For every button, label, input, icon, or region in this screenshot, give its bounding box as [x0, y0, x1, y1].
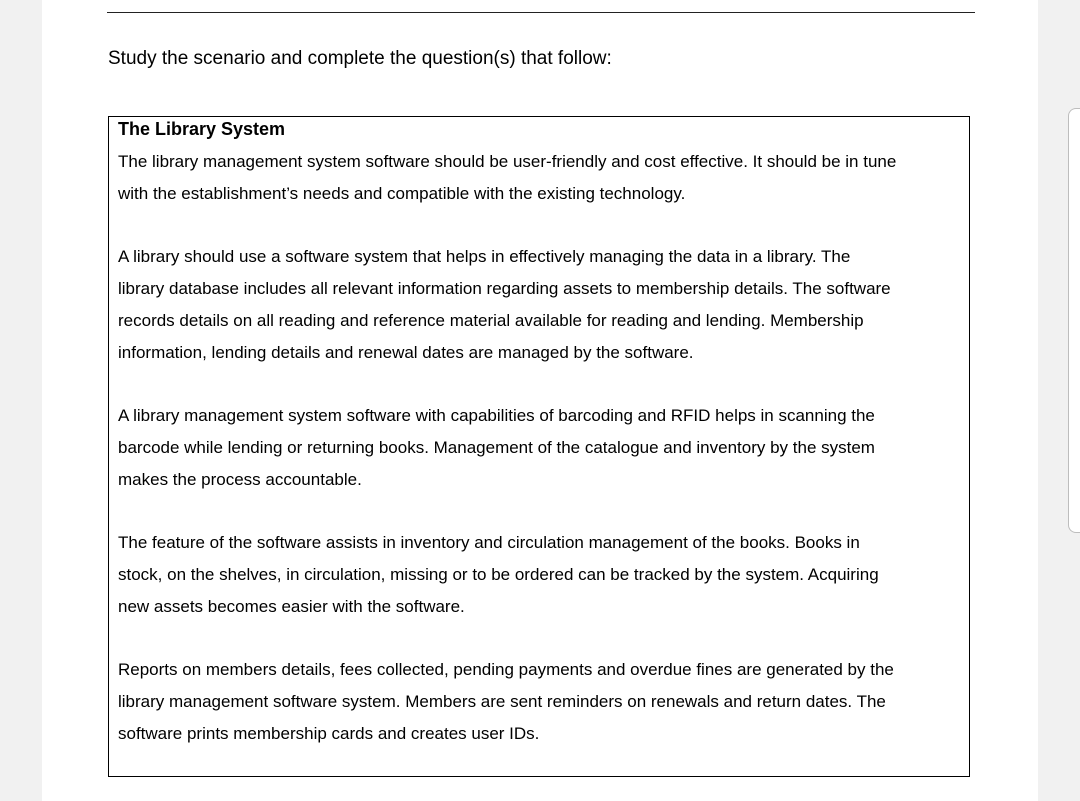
- horizontal-divider: [107, 12, 975, 13]
- scenario-title: The Library System: [118, 119, 286, 139]
- paragraph-line: Reports on members details, fees collected, pending payments and overdue fines are generated by the: [118, 660, 894, 679]
- paragraph-line: library database includes all relevant information regarding assets to membership details. The software: [118, 279, 891, 298]
- paragraph-line: new assets becomes easier with the software.: [118, 597, 465, 616]
- paragraph-line: records details on all reading and reference material available for reading and lending. Membership: [118, 311, 864, 330]
- paragraph-line: The library management system software should be user-friendly and cost effective. It should be in tune: [118, 152, 897, 171]
- paragraph-line: library management software system. Members are sent reminders on renewals and return dates. The: [118, 692, 886, 711]
- paragraph-line: The feature of the software assists in inventory and circulation management of the books. Books in: [118, 533, 860, 552]
- viewer-background-left: [0, 0, 42, 801]
- instruction-text: Study the scenario and complete the question(s) that follow:: [108, 48, 612, 69]
- paragraph-line: with the establishment’s needs and compatible with the existing technology.: [118, 184, 686, 203]
- scenario-paragraph-4: [118, 527, 968, 623]
- scenario-paragraph-2: [118, 241, 968, 369]
- scenario-paragraph-1: [118, 146, 968, 210]
- paragraph-line: A library should use a software system that helps in effectively managing the data in a library. The: [118, 247, 851, 266]
- paragraph-line: stock, on the shelves, in circulation, missing or to be ordered can be tracked by the system. Acquiring: [118, 565, 879, 584]
- paragraph-line: A library management system software with capabilities of barcoding and RFID helps in scanning the: [118, 406, 875, 425]
- paragraph-line: information, lending details and renewal dates are managed by the software.: [118, 343, 694, 362]
- paragraph-line: makes the process accountable.: [118, 470, 362, 489]
- scenario-paragraph-5: [118, 654, 968, 750]
- paragraph-line: barcode while lending or returning books. Management of the catalogue and inventory by the system: [118, 438, 875, 457]
- paragraph-line: software prints membership cards and creates user IDs.: [118, 724, 540, 743]
- scenario-paragraph-3: [118, 400, 968, 496]
- side-panel-tab[interactable]: [1068, 108, 1080, 533]
